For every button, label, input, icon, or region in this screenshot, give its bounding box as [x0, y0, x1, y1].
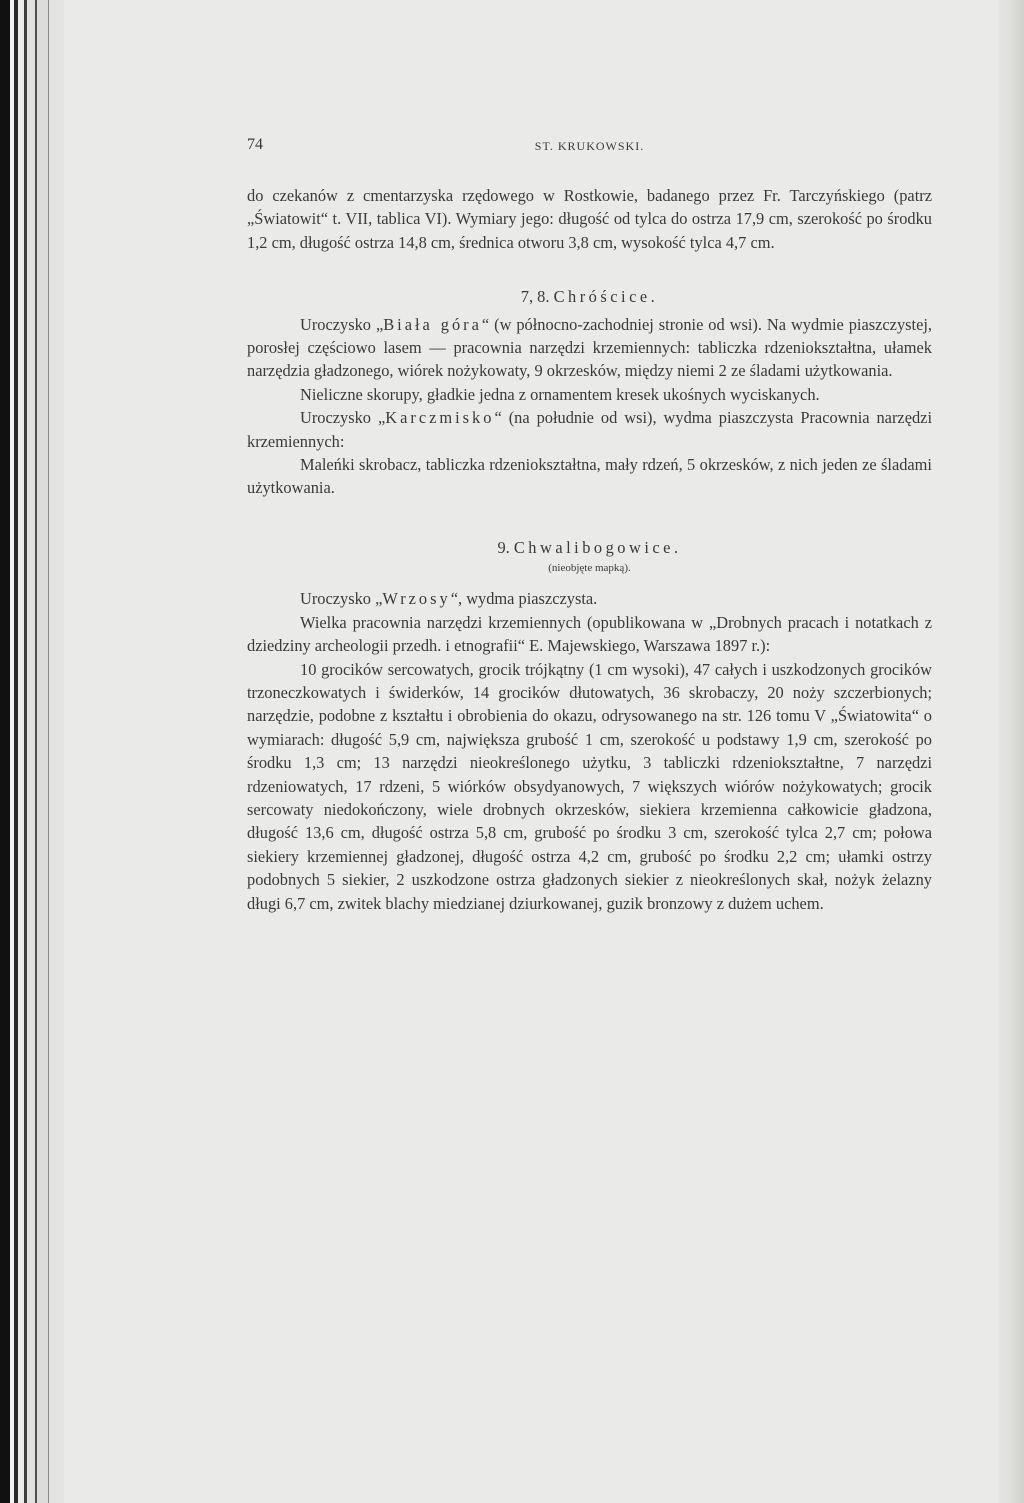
text-fragment: “, wydma piaszczysta. — [450, 589, 598, 609]
place-name-spaced: Wrzosy — [382, 589, 451, 609]
text-fragment: Uroczysko „ — [300, 314, 384, 334]
paragraph-skrobacz: Maleńki skrobacz, tabliczka rdzeniokształtna, mały rdzeń, 5 okrzesków, z nich jeden ze śladami użytkowania. — [247, 455, 932, 498]
page-right-edge — [998, 0, 1024, 1503]
paragraph-wrzosy — [247, 587, 932, 610]
paragraph-biala-gora — [247, 313, 932, 383]
text-fragment: “ (w północno-zachodniej stronie od wsi). Na wydmie piaszczystej, porosłej częściowo lasem — pracownia narzędzi krzemiennych: tabliczka rdzeniokształtna, ułamek narzędzia gładzonego, wiórek nożykowaty, 9 okrzesków, między niemi 2 ze śladami użytkowania. — [247, 314, 933, 381]
section-note: (nieobjęte mapką). — [548, 562, 631, 575]
paragraph-skorupy: Nieliczne skorupy, gładkie jedna z ornamentem kresek ukośnych wyciskanych. — [300, 384, 820, 404]
section-number: 9. — [497, 537, 510, 557]
place-name-spaced: Biała góra — [383, 314, 482, 334]
paragraph-karczmisko — [247, 406, 932, 453]
text-fragment: Uroczysko „ — [300, 408, 386, 428]
page-body — [247, 184, 932, 915]
text-fragment: “ (na południe od wsi), wydma piaszczysta Pracownia narzędzi krzemiennych: — [247, 408, 932, 451]
page-header — [247, 136, 932, 166]
book-binding-edge — [0, 0, 64, 1503]
page-number: 74 — [247, 136, 263, 153]
section-number: 7, 8. — [520, 287, 550, 307]
paragraph-inventory: 10 grocików sercowatych, grocik trójkątny (1 cm wysoki), 47 całych i uszkodzonych grocików trzoneczkowatych i świderków, 14 grocików dłutowatych, 36 skrobaczy, 20 noży szczerbionych; narzędzie, podobne z kształtu i obrobienia do okazu, odrysowanego na str. 126 tomu V „Światowita“ o wymiarach: długość 5,9 cm, największa grubość 1 cm, szerokość u podstawy 1,9 cm, szerokość po środku 1,3 cm; 13 narzędzi nieokreślonego użytku, 3 tabliczki rdzeniokształtne, 7 narzędzi rdzeniowatych, 17 rdzeni, 5 wiórków obsydyanowych, 7 większych wiórów nożykowatych; grocik sercowaty niedokończony, wiele drobnych okrzesków, siekiera krzemienna całkowicie gładzona, długość 13,6 cm, długość ostrza 5,8 cm, grubość po środku 3 cm, szerokość tylca 2,7 cm; połowa siekiery krzemiennej gładzonej, długość ostrza 4,2 cm, grubość po środku 2,2 cm; ułamki ostrzy podobnych 5 siekier, 2 uszkodzone ostrza gładzonych siekier z nieokreślonych skał, nożyk żelazny długi 6,7 cm, zwitek blachy miedzianej dziurkowanej, guzik bronzowy z dużem uchem. — [247, 659, 932, 913]
place-name-spaced: Karczmisko — [385, 408, 495, 428]
paragraph-pracownia: Wielka pracownia narzędzi krzemiennych (opublikowana w „Drobnych pracach i notatkach z dziedziny archeologii przedh. i etnografii“ E. Majewskiego, Warszawa 1897 r.): — [247, 612, 932, 656]
section-heading-chroscice — [247, 285, 932, 308]
intro-paragraph: do czekanów z cmentarzyska rzędowego w Rostkowie, badanego przez Fr. Tarczyńskiego (patrz „Światowit“ t. VII, tablica VI). Wymiary jego: długość od tylca do ostrza 17,9 cm, szerokość po środku 1,2 cm, długość ostrza 14,8 cm, średnica otworu 3,8 cm, wysokość tylca 4,7 cm. — [247, 186, 932, 252]
section-heading-chwalibogowice — [247, 536, 932, 559]
running-head: ST. KRUKOWSKI. — [534, 139, 645, 153]
text-fragment: Uroczysko „ — [300, 589, 383, 609]
section-title: Chróścice. — [553, 287, 659, 307]
section-title: Chwalibogowice. — [513, 537, 682, 557]
